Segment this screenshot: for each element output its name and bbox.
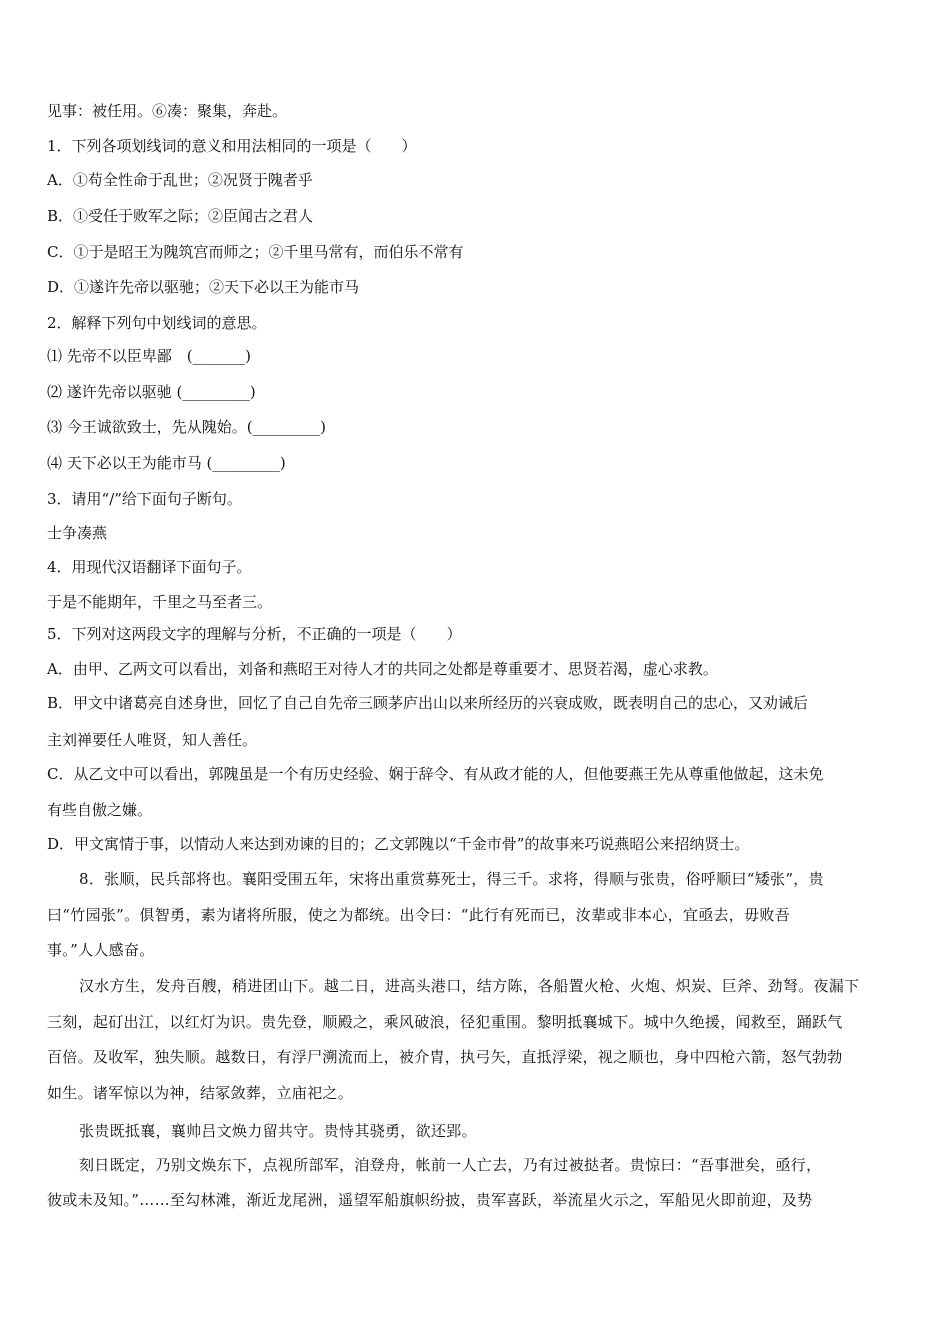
passage-line: 如生。诸军惊以为神，结冢敛葬，立庙祀之。 [47, 1084, 354, 1102]
passage-line: 刻日既定，乃别文焕东下，点视所部军，洎登舟，帐前一人亡去，乃有过被挞者。贵惊曰：“吾事泄矣，亟行， [79, 1156, 822, 1174]
q4-sentence: 于是不能期年，千里之马至者三。 [47, 593, 273, 611]
q3-sentence: 士争凑燕 [47, 524, 108, 542]
passage-line: 百倍。及收军，独失顺。越数日，有浮尸溯流而上，被介胄，执弓矢，直抵浮梁，视之顺也，身中四枪六箭，怒气勃勃 [47, 1048, 843, 1066]
passage-line: 8．张顺，民兵部将也。襄阳受围五年，宋将出重赏募死士，得三千。求将，得顺与张贵，俗呼顺曰“矮张”，贵 [79, 870, 824, 888]
question-2: 2．解释下列句中划线词的意思。 [47, 314, 267, 332]
passage-line: 彼或未及知。”……至勾林滩，渐近龙尾洲，遥望军船旗帜纷披，贵军喜跃，举流星火示之，军船见火即前迎，及势 [47, 1191, 813, 1209]
passage-line: 汉水方生，发舟百艘，稍进团山下。越二日，进高头港口，结方陈，各船置火枪、火炮、炽炭、巨斧、劲弩。夜漏下 [79, 977, 860, 995]
q5-option-a: A．由甲、乙两文可以看出，刘备和燕昭王对待人才的共同之处都是尊重要才、思贤若渴，虚心求教。 [47, 660, 718, 678]
q5-option-d: D．甲文寓情于事，以情动人来达到劝谏的目的；乙文郭隗以“千金市骨”的故事来巧说燕昭公来招纳贤士。 [47, 835, 750, 853]
q5-option-c-cont: 有些自傲之嫌。 [47, 801, 153, 819]
passage-line: 三刻，起矴出江，以红灯为识。贵先登，顺殿之，乘风破浪，径犯重围。黎明抵襄城下。城中久绝援，闻救至，踊跃气 [47, 1013, 843, 1031]
q1-option-c: C．①于是昭王为隗筑宫而师之；②千里马常有，而伯乐不常有 [47, 243, 464, 261]
question-3: 3．请用“/”给下面句子断句。 [47, 490, 242, 508]
q1-option-d: D．①遂许先帝以驱驰；②天下必以王为能市马 [47, 278, 360, 296]
passage-line: 事。”人人感奋。 [47, 941, 155, 959]
note-line: 见事：被任用。⑥凑：聚集，奔赴。 [47, 102, 288, 120]
q1-option-a: A．①苟全性命于乱世；②况贤于隗者乎 [47, 171, 313, 189]
q2-item-2: ⑵ 遂许先帝以驱驰 (_________) [47, 383, 256, 401]
passage-line: 曰“竹园张”。俱智勇，素为诸将所服，使之为都统。出令曰：“此行有死而已，汝辈或非本心，宜亟去，毋败吾 [47, 906, 791, 924]
q5-option-c: C．从乙文中可以看出，郭隗虽是一个有历史经验、娴于辞令、有从政才能的人，但他要燕王先从尊重他做起，这未免 [47, 765, 824, 783]
q2-item-3: ⑶ 今王诚欲致士，先从隗始。(_________) [47, 418, 326, 436]
q2-item-1: ⑴ 先帝不以臣卑鄙 (_______) [47, 347, 251, 365]
q2-item-4: ⑷ 天下必以王为能市马 (_________) [47, 454, 286, 472]
q1-option-b: B．①受任于败军之际；②臣闻古之君人 [47, 207, 314, 225]
q5-option-b-cont: 主刘禅要任人唯贤，知人善任。 [47, 731, 258, 749]
question-4: 4．用现代汉语翻译下面句子。 [47, 558, 252, 576]
q5-option-b: B．甲文中诸葛亮自述身世，回忆了自己自先帝三顾茅庐出山以来所经历的兴衰成败，既表明自己的忠心，又劝诫后 [47, 694, 809, 712]
question-1: 1．下列各项划线词的意义和用法相同的一项是（ ） [47, 137, 417, 155]
passage-line: 张贵既抵襄，襄帅吕文焕力留共守。贵恃其骁勇，欲还郢。 [79, 1122, 477, 1140]
question-5: 5．下列对这两段文字的理解与分析，不正确的一项是（ ） [47, 625, 462, 643]
